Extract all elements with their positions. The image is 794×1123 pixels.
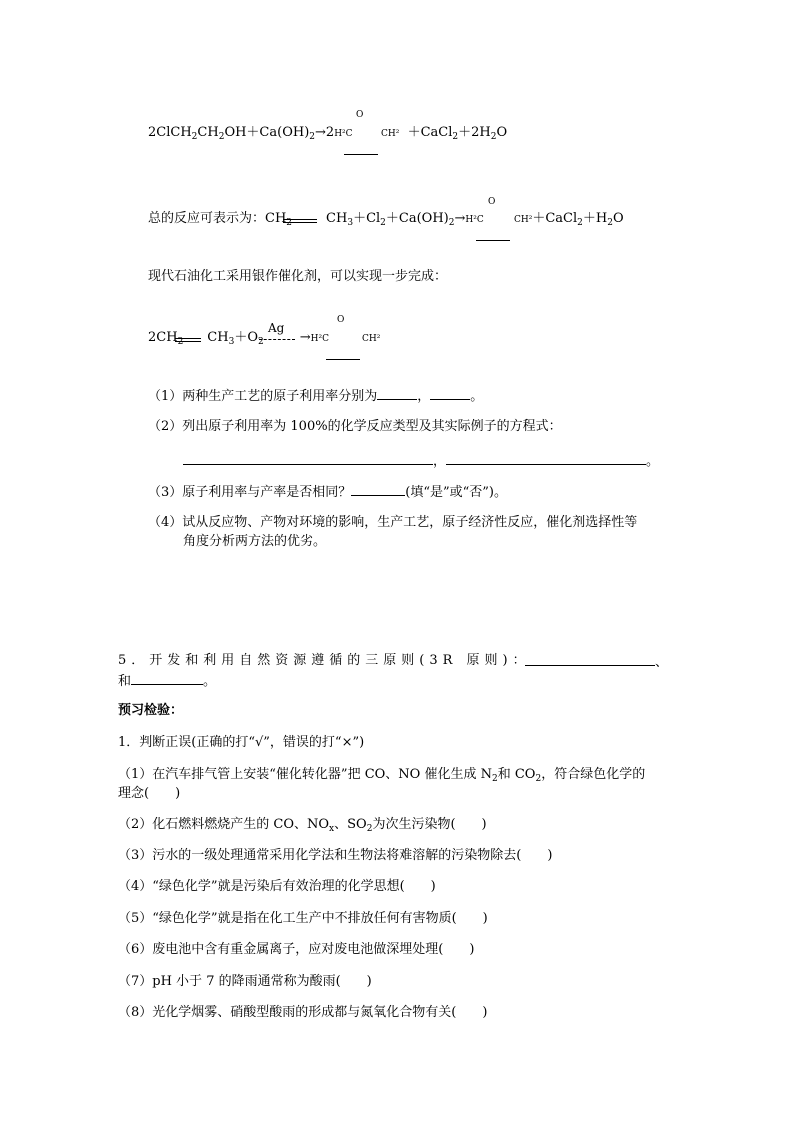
answer-blank[interactable]	[351, 482, 405, 496]
item-5-line-2: 和 。	[118, 671, 216, 691]
catalyst-arrow-line	[259, 339, 295, 340]
ring-bond-1	[344, 154, 378, 155]
judge-item-7: （7）pH 小于 7 的降雨通常称为酸雨( )	[118, 974, 372, 989]
judge-item-3: （3）污水的一级处理通常采用化学法和生物法将难溶解的污染物除去( )	[118, 848, 553, 863]
equation-2-products: $CH^2+CaCl_2+H_2O$	[514, 211, 624, 228]
judge-title: 1．判断正误(正确的打“√”，错误的打“×”)	[118, 735, 365, 750]
answer-blank[interactable]	[525, 652, 655, 666]
intro-silver: 现代石油化工采用银作催化剂，可以实现一步完成：	[148, 269, 448, 284]
catalyst-label: Ag	[268, 321, 285, 335]
ring-oxygen-1: O	[356, 110, 364, 120]
judge-item-4: （4）“绿色化学”就是污染后有效治理的化学思想( )	[118, 879, 436, 894]
equation-3-product: CH²	[362, 334, 381, 344]
question-2-answers: ， 。	[183, 451, 659, 471]
equation-2: 总的反应可表示为：$CH_2$ $CH_3+Cl_2+Ca(OH)_2\to H^2C$	[148, 211, 484, 228]
double-bond-3	[175, 338, 201, 342]
ring-oxygen-3: O	[337, 315, 345, 325]
answer-blank[interactable]	[430, 386, 470, 400]
answer-blank[interactable]	[446, 451, 646, 465]
question-4-line-1: （4）试从反应物、产物对环境的影响，生产工艺，原子经济性反应，催化剂选择性等	[148, 515, 638, 530]
answer-blank[interactable]	[377, 386, 417, 400]
answer-blank[interactable]	[183, 451, 433, 465]
ring-bond-3	[326, 359, 360, 360]
judge-item-1-line-2: 理念( )	[118, 786, 181, 801]
question-1: （1）两种生产工艺的原子利用率分别为 ， 。	[148, 386, 483, 406]
item-5: 5．开发和利用自然资源遵循的三原则(3R 原则)：	[118, 653, 531, 668]
equation-1-products: $CH^2 +CaCl_2+2H_2O$	[381, 125, 508, 142]
double-bond-2	[283, 219, 317, 223]
judge-item-2: （2）化石燃料燃烧产生的 CO、$NO_x$、$SO_2$为次生污染物( )	[118, 817, 487, 834]
judge-item-6: （6）废电池中含有重金属离子，应对废电池做深埋处理( )	[118, 942, 475, 957]
judge-item-1: （1）在汽车排气管上安装“催化转化器”把 CO、NO 催化生成 $N_2$和 $CO_2$，符合绿色化学的	[118, 767, 646, 784]
equation-3: $2CH_2$ $CH_3+O_2 \to H^2C$	[148, 330, 329, 347]
question-2: （2）列出原子利用率为 100%的化学反应类型及其实际例子的方程式：	[148, 419, 562, 434]
ring-oxygen-2: O	[488, 197, 496, 207]
judge-item-5: （5）“绿色化学”就是指在化工生产中不排放任何有害物质( )	[118, 911, 488, 926]
judge-item-8: （8）光化学烟雾、硝酸型酸雨的形成都与氮氧化合物有关( )	[118, 1005, 488, 1020]
preview-title: 预习检验：	[118, 703, 184, 718]
question-4-line-2: 角度分析两方法的优劣。	[183, 534, 327, 549]
item-5-blanks: 、	[525, 652, 668, 672]
answer-blank[interactable]	[131, 671, 203, 685]
ring-bond-2	[476, 240, 510, 241]
equation-1: $2ClCH_2CH_2OH+Ca(OH)_2\to 2H^2C$	[148, 125, 353, 142]
question-3: （3）原子利用率与产率是否相同？ (填“是”或“否”)。	[148, 482, 507, 502]
